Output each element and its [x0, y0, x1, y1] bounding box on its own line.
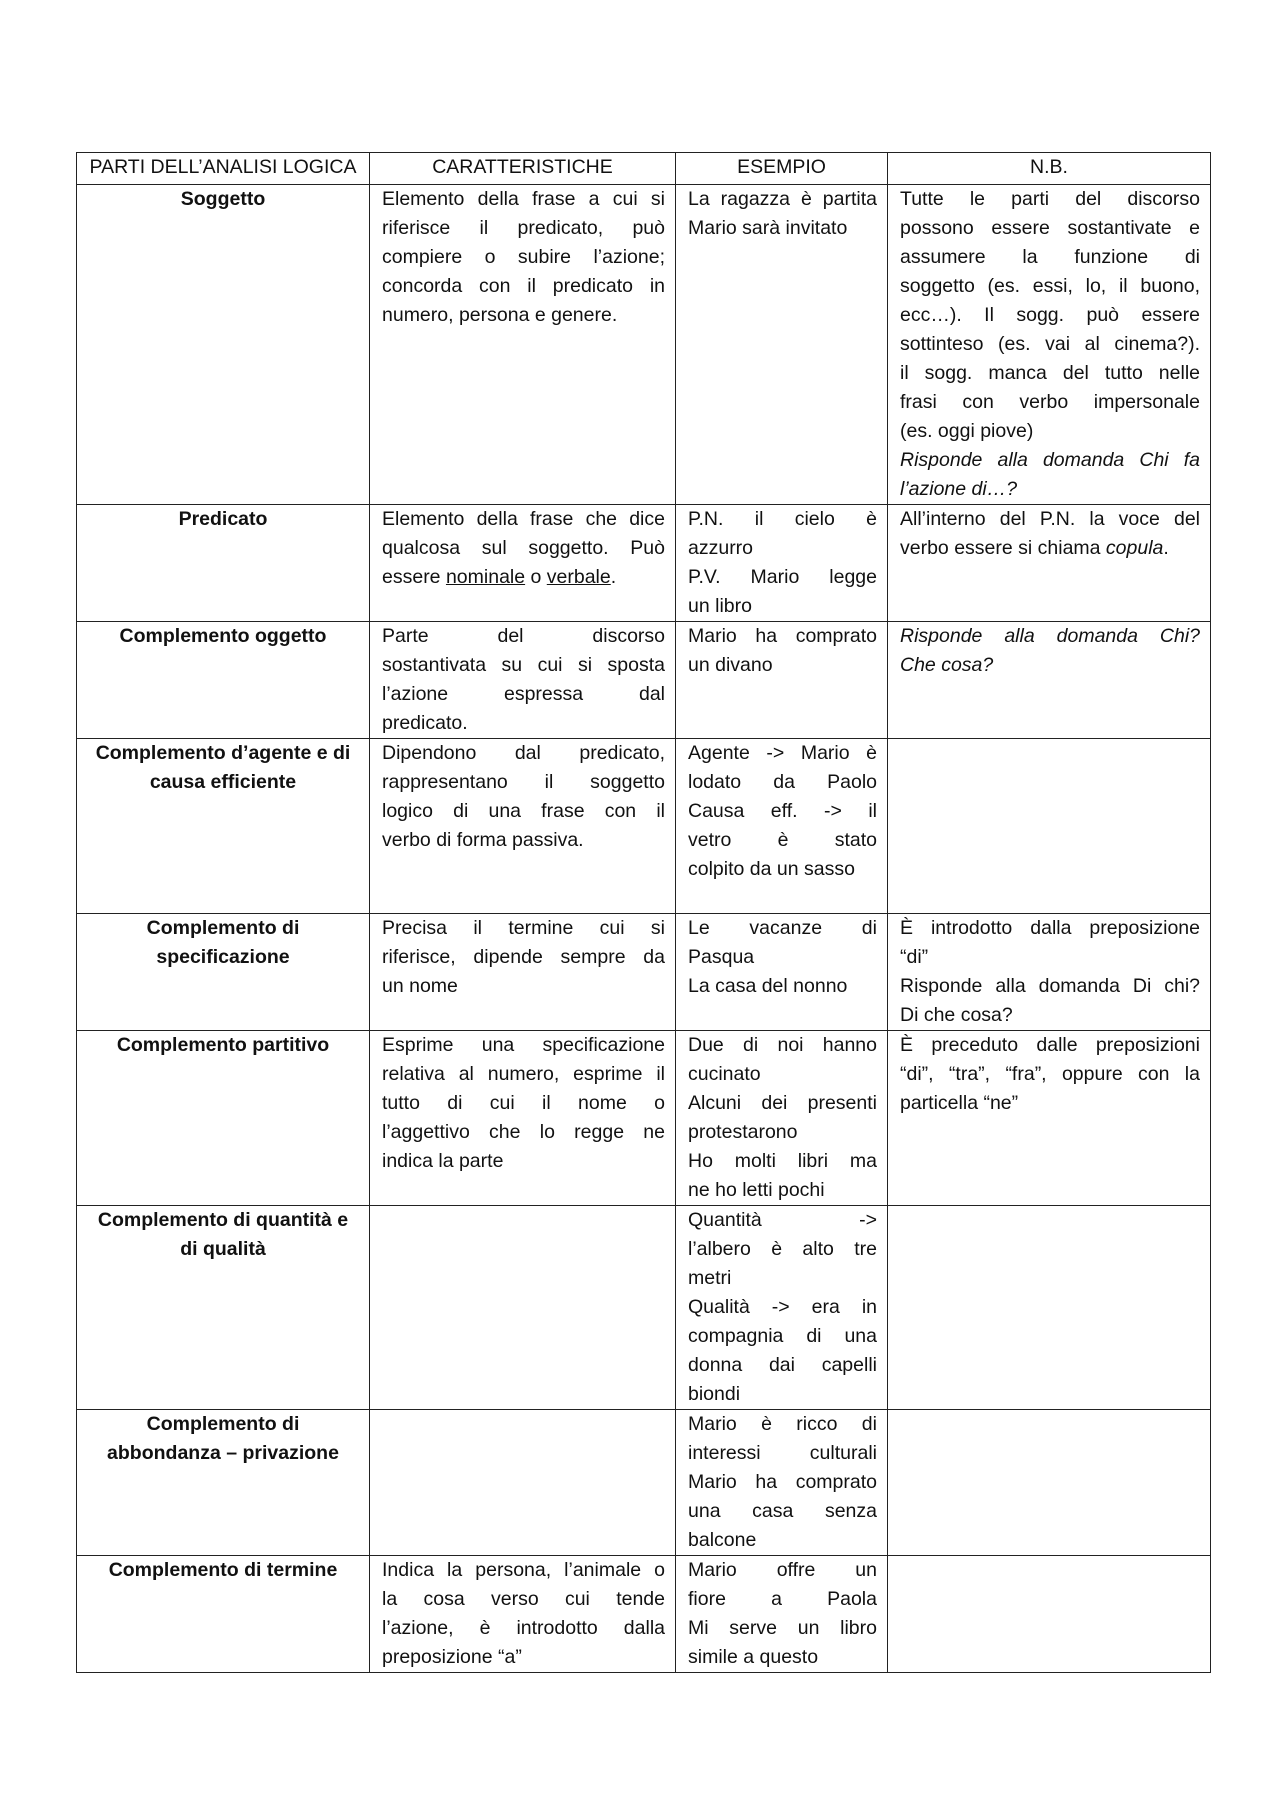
- cell-text-line: “di”, “tra”, “fra”, oppure con la: [900, 1063, 1200, 1085]
- nb-cell: [888, 914, 1211, 1031]
- cell-text-line: Ho molti libri ma: [688, 1150, 877, 1172]
- esempio-cell: [676, 185, 888, 505]
- caratteristiche-cell: [370, 185, 676, 505]
- cell-text-line: metri: [688, 1267, 732, 1289]
- cell-text-line: Pasqua: [688, 946, 755, 968]
- header-parte: PARTI DELL’ANALISI LOGICA: [77, 153, 370, 185]
- esempio-cell: [676, 914, 888, 1031]
- cell-text-line: Indica la persona, l’animale o: [382, 1559, 665, 1581]
- cell-text-line: fiore a Paola: [688, 1588, 877, 1610]
- cell-text-line: l’azione espressa dal: [382, 683, 665, 705]
- cell-text-line: biondi: [688, 1383, 741, 1405]
- cell-text-line: possono essere sostantivate e: [900, 217, 1200, 239]
- nb-cell: [888, 622, 1211, 739]
- parte-cell: Complemento oggetto: [77, 622, 370, 739]
- cell-text-line: Dipendono dal predicato,: [382, 742, 665, 764]
- cell-text-line: rappresentano il soggetto: [382, 771, 665, 793]
- cell-text-line: È introdotto dalla preposizione: [900, 917, 1200, 939]
- nb-cell: [888, 739, 1211, 914]
- nb-cell: All’interno del P.N. la voce del verbo essere si chiama copula.: [888, 505, 1211, 622]
- cell-text-line: Mario offre un: [688, 1559, 877, 1581]
- cell-text-line: sottinteso (es. vai al cinema?).: [900, 333, 1200, 355]
- cell-text-line: Precisa il termine cui si: [382, 917, 665, 939]
- parte-cell: Soggetto: [77, 185, 370, 505]
- cell-text-line: P.N. il cielo è: [688, 508, 877, 530]
- caratteristiche-cell: [370, 1556, 676, 1673]
- cell-text-line: Risponde alla domanda Chi?: [900, 625, 1200, 647]
- table-row: [77, 1206, 1211, 1410]
- cell-text-line: Mario ha comprato: [688, 625, 877, 647]
- cell-text-line: (es. oggi piove): [900, 420, 1034, 442]
- parte-cell: Complemento d’agente e di causa efficiente: [77, 739, 370, 914]
- caratteristiche-cell: [370, 1410, 676, 1556]
- nb-cell: [888, 1206, 1211, 1410]
- cell-text-line: un nome: [382, 975, 458, 997]
- header-row: [77, 153, 1211, 185]
- table-row: [77, 1031, 1211, 1206]
- cell-text-line: Agente -> Mario è: [688, 742, 877, 764]
- cell-text-line: cucinato: [688, 1063, 761, 1085]
- cell-text-line: riferisce il predicato, può: [382, 217, 665, 239]
- cell-text-line: È preceduto dalle preposizioni: [900, 1034, 1200, 1056]
- cell-text-line: Esprime una specificazione: [382, 1034, 665, 1056]
- cell-text-line: la cosa verso cui tende: [382, 1588, 665, 1610]
- cell-text-line: il sogg. manca del tutto nelle: [900, 362, 1200, 384]
- parte-cell: Predicato: [77, 505, 370, 622]
- cell-text-line: sostantivata su cui si sposta: [382, 654, 665, 676]
- esempio-cell: [676, 1556, 888, 1673]
- nb-cell: [888, 1031, 1211, 1206]
- caratteristiche-cell: [370, 739, 676, 914]
- table-row: [77, 505, 1211, 622]
- cell-text-line: logico di una frase con il: [382, 800, 665, 822]
- esempio-cell: [676, 739, 888, 914]
- table-row: [77, 622, 1211, 739]
- cell-text-line: l’aggettivo che lo regge ne: [382, 1121, 665, 1143]
- table-row: [77, 914, 1211, 1031]
- analisi-logica-table: [76, 152, 1211, 1673]
- cell-text-line: Elemento della frase che dice: [382, 508, 665, 530]
- parte-cell: Complemento di abbondanza – privazione: [77, 1410, 370, 1556]
- parte-cell: Complemento di quantità e di qualità: [77, 1206, 370, 1410]
- header-esempio: ESEMPIO: [676, 153, 888, 185]
- nb-cell: [888, 185, 1211, 505]
- cell-text-line: l’azione di…?: [900, 478, 1018, 500]
- cell-text-line: tutto di cui il nome o: [382, 1092, 665, 1114]
- cell-text-line: Causa eff. -> il: [688, 800, 877, 822]
- cell-text-line: qualcosa sul soggetto. Può: [382, 537, 665, 559]
- caratteristiche-cell: [370, 1206, 676, 1410]
- cell-text-line: La casa del nonno: [688, 975, 848, 997]
- cell-text-line: riferisce, dipende sempre da: [382, 946, 665, 968]
- cell-text-line: Risponde alla domanda Chi fa: [900, 449, 1200, 471]
- cell-text-line: donna dai capelli: [688, 1354, 877, 1376]
- nb-cell: [888, 1410, 1211, 1556]
- cell-text-line: Elemento della frase a cui si: [382, 188, 665, 210]
- cell-text-line: balcone: [688, 1529, 757, 1551]
- cell-text-line: Quantità ->: [688, 1209, 877, 1231]
- header-nb: N.B.: [888, 153, 1211, 185]
- caratteristiche-cell: [370, 622, 676, 739]
- table-row: [77, 1556, 1211, 1673]
- table-row: [77, 185, 1211, 505]
- parte-cell: Complemento di termine: [77, 1556, 370, 1673]
- cell-text-line: protestarono: [688, 1121, 798, 1143]
- cell-text-line: numero, persona e genere.: [382, 304, 618, 326]
- cell-text-line: Risponde alla domanda Di chi?: [900, 975, 1200, 997]
- cell-text-line: interessi culturali: [688, 1442, 877, 1464]
- cell-text-line: verbo di forma passiva.: [382, 829, 584, 851]
- caratteristiche-cell: Elemento della frase che dice qualcosa sul soggetto. Può essere nominale o verbale.: [370, 505, 676, 622]
- esempio-cell: [676, 505, 888, 622]
- cell-text-line: “di”: [900, 946, 929, 968]
- cell-text-line: simile a questo: [688, 1646, 819, 1668]
- cell-text-line: particella “ne”: [900, 1092, 1019, 1114]
- cell-text-line: frasi con verbo impersonale: [900, 391, 1200, 413]
- cell-text-line: concorda con il predicato in: [382, 275, 665, 297]
- caratteristiche-cell: [370, 914, 676, 1031]
- esempio-cell: [676, 1206, 888, 1410]
- cell-text-line: All’interno del P.N. la voce del: [900, 508, 1200, 530]
- caratteristiche-cell: [370, 1031, 676, 1206]
- table-row: [77, 1410, 1211, 1556]
- cell-text-line: vetro è stato: [688, 829, 877, 851]
- cell-text-line: una casa senza: [688, 1500, 877, 1522]
- cell-text-line: relativa al numero, esprime il: [382, 1063, 665, 1085]
- cell-text-line: Alcuni dei presenti: [688, 1092, 877, 1114]
- cell-text-line: Qualità -> era in: [688, 1296, 877, 1318]
- cell-text-line: Tutte le parti del discorso: [900, 188, 1200, 210]
- nb-cell: [888, 1556, 1211, 1673]
- cell-text-line: predicato.: [382, 712, 468, 734]
- cell-text-line: Due di noi hanno: [688, 1034, 877, 1056]
- cell-text-line: Che cosa?: [900, 654, 994, 676]
- parte-cell: Complemento di specificazione: [77, 914, 370, 1031]
- cell-text-line: P.V. Mario legge: [688, 566, 877, 588]
- cell-text-line: soggetto (es. essi, lo, il buono,: [900, 275, 1200, 297]
- cell-text-line: ne ho letti pochi: [688, 1179, 825, 1201]
- header-caratteristiche: CARATTERISTICHE: [370, 153, 676, 185]
- cell-text-line: Di che cosa?: [900, 1004, 1013, 1026]
- cell-text-line: azzurro: [688, 537, 754, 559]
- esempio-cell: [676, 1410, 888, 1556]
- cell-text-line: Mario sarà invitato: [688, 217, 848, 239]
- cell-text-line: un divano: [688, 654, 773, 676]
- cell-text-line: Mario ha comprato: [688, 1471, 877, 1493]
- cell-text-line: un libro: [688, 595, 752, 617]
- cell-text-line: compiere o subire l’azione;: [382, 246, 665, 268]
- esempio-cell: [676, 622, 888, 739]
- cell-text-line: l’azione, è introdotto dalla: [382, 1617, 665, 1639]
- esempio-cell: [676, 1031, 888, 1206]
- cell-text-line: assumere la funzione di: [900, 246, 1200, 268]
- cell-text-line: La ragazza è partita: [688, 188, 877, 210]
- cell-text-line: Mario è ricco di: [688, 1413, 877, 1435]
- cell-text-line: colpito da un sasso: [688, 858, 855, 880]
- cell-text-line: preposizione “a”: [382, 1646, 522, 1668]
- cell-text-line: ecc…). Il sogg. può essere: [900, 304, 1200, 326]
- cell-text-line: Parte del discorso: [382, 625, 665, 647]
- table-row: [77, 739, 1211, 914]
- cell-text-line: lodato da Paolo: [688, 771, 877, 793]
- cell-text-line: l’albero è alto tre: [688, 1238, 877, 1260]
- cell-text-line: Le vacanze di: [688, 917, 877, 939]
- cell-text-line: indica la parte: [382, 1150, 504, 1172]
- cell-text-line: Mi serve un libro: [688, 1617, 877, 1639]
- cell-text-line: compagnia di una: [688, 1325, 877, 1347]
- parte-cell: Complemento partitivo: [77, 1031, 370, 1206]
